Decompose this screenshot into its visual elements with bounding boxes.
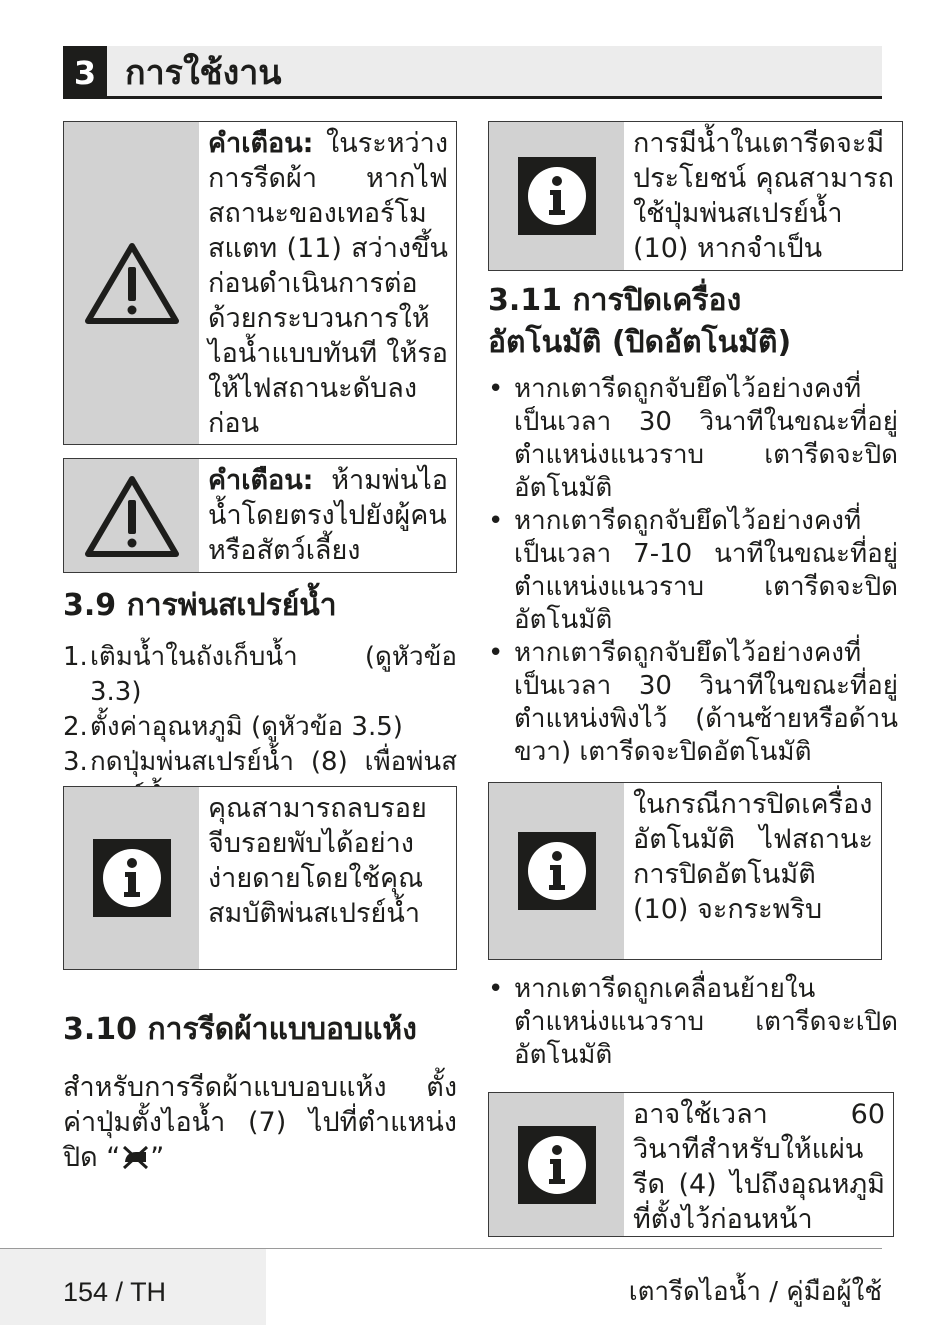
info-text: ในกรณีการปิดเครื่องอัตโนมัติ ไฟสถานะการปิดอัตโนมัติ (10) จะกระพริบ <box>633 789 873 925</box>
info-icon-cell <box>489 122 624 270</box>
warning-icon <box>84 474 180 558</box>
info-box-heat <box>488 1092 894 1237</box>
info-icon <box>518 832 596 910</box>
warning-body: ห้ามพ่นไอน้ำโดยตรงไปยังผู้คนหรือสัตว์เลี้ยง <box>208 465 448 566</box>
step-text: เติมน้ำในถังเก็บน้ำ (ดูหัวข้อ 3.3) <box>90 642 457 707</box>
dry-ironing-text <box>63 1070 457 1175</box>
info-icon-cell <box>489 1093 624 1236</box>
warning-icon-cell <box>64 459 199 572</box>
section-heading-3-11-line2: อัตโนมัติ (ปิดอัตโนมัติ) <box>488 325 792 360</box>
section-heading-3-10: 3.10 การรีดผ้าแบบอบแห้ง <box>63 1012 417 1047</box>
step-text: กดปุ่มพ่นสเปรย์น้ำ (8) เพื่อพ่นส <box>90 747 457 777</box>
info-icon-cell <box>64 787 199 969</box>
page-number: 154 / TH <box>63 1277 167 1307</box>
step-text: ตั้งค่าอุณหภูมิ (ดูหัวข้อ 3.5) <box>90 712 403 742</box>
chapter-number: 3 <box>63 46 107 96</box>
list-item <box>488 373 898 505</box>
info-box-spray <box>63 786 457 970</box>
warning-text <box>199 459 456 572</box>
bullet: • <box>488 638 504 668</box>
warning-icon-cell <box>64 122 199 444</box>
auto-off-bullets <box>488 373 898 769</box>
info-icon-cell <box>489 783 624 959</box>
info-box-water <box>488 121 903 271</box>
warning-text <box>199 122 456 444</box>
info-icon <box>518 157 596 235</box>
info-text: อาจใช้เวลา 60 วินาทีสำหรับให้แผ่นรีด (4) ไปถึงอุณหภูมิที่ตั้งไว้ก่อนหน้า <box>633 1099 885 1235</box>
info-text: คุณสามารถลบรอยจีบรอยพับได้อย่างง่ายดายโดยใช้คุณสมบัติพ่นสเปรย์น้ำ <box>208 793 427 929</box>
list-item <box>63 640 457 710</box>
bullet-text: หากเตารีดถูกจับยึดไว้อย่างคงที่เป็นเวลา 30 วินาทีในขณะที่อยู่ตำแหน่งพิงไว้ (ด้านซ้ายหรือด้านขวา) เตารีดจะปิดอัตโนมัติ <box>514 638 898 767</box>
bullet-text: หากเตารีดถูกจับยึดไว้อย่างคงที่เป็นเวลา 7-10 นาทีในขณะที่อยู่ตำแหน่งแนวราบ เตารีดจะปิดอัตโนมัติ <box>514 506 898 635</box>
list-item <box>488 637 898 769</box>
step-number: 2. <box>63 712 88 742</box>
info-text: การมีน้ำในเตารีดจะมีประโยชน์ คุณสามารถใช้ปุ่มพ่นสเปรย์น้ำ (10) หากจำเป็น <box>633 128 894 264</box>
info-icon <box>518 1126 596 1204</box>
bullet: • <box>488 374 504 404</box>
steam-off-icon <box>120 1144 150 1170</box>
auto-on-bullet <box>488 973 898 1072</box>
document-title: เตารีดไอน้ำ / คู่มือผู้ใช้ <box>628 1277 882 1307</box>
chapter-header <box>63 46 882 99</box>
bullet-text: หากเตารีดถูกจับยึดไว้อย่างคงที่เป็นเวลา 30 วินาทีในขณะที่อยู่ตำแหน่งแนวราบ เตารีดจะปิดอัตโนมัติ <box>514 374 898 503</box>
section-heading-3-9: 3.9 การพ่นสเปรย์น้ำ <box>63 588 337 623</box>
warning-label: คำเตือน: <box>208 128 314 159</box>
bullet: • <box>488 506 504 536</box>
bullet-text: หากเตารีดถูกเคลื่อนย้ายในตำแหน่งแนวราบ เตารีดจะเปิดอัตโนมัติ <box>514 974 898 1070</box>
warning-box-people <box>63 458 457 573</box>
info-icon <box>93 839 171 917</box>
step-number: 1. <box>63 642 88 672</box>
info-box-autooff <box>488 782 882 960</box>
warning-box-steam <box>63 121 457 445</box>
warning-body: ในระหว่างการรีดผ้า หากไฟสถานะของเทอร์โมสแตท (11) สว่างขึ้น ก่อนดำเนินการต่อด้วยกระบวนการให้ไอน้ำแบบทันที ให้รอให้ไฟสถานะดับลงก่อน <box>208 128 448 439</box>
step-number: 3. <box>63 747 88 777</box>
list-item <box>488 505 898 637</box>
chapter-title: การใช้งาน <box>125 53 282 93</box>
list-item <box>63 710 457 745</box>
quote-close: ” <box>150 1142 165 1173</box>
warning-label: คำเตือน: <box>208 465 314 496</box>
dry-ironing-body: สำหรับการรีดผ้าแบบอบแห้ง ตั้งค่าปุ่มตั้งไอน้ำ (7) ไปที่ตำแหน่งปิด <box>63 1072 457 1173</box>
bullet: • <box>488 974 504 1004</box>
section-heading-3-11-line1: 3.11 การปิดเครื่อง <box>488 283 742 318</box>
warning-icon <box>84 241 180 325</box>
list-item <box>488 973 898 1072</box>
quote-open: “ <box>97 1142 121 1173</box>
